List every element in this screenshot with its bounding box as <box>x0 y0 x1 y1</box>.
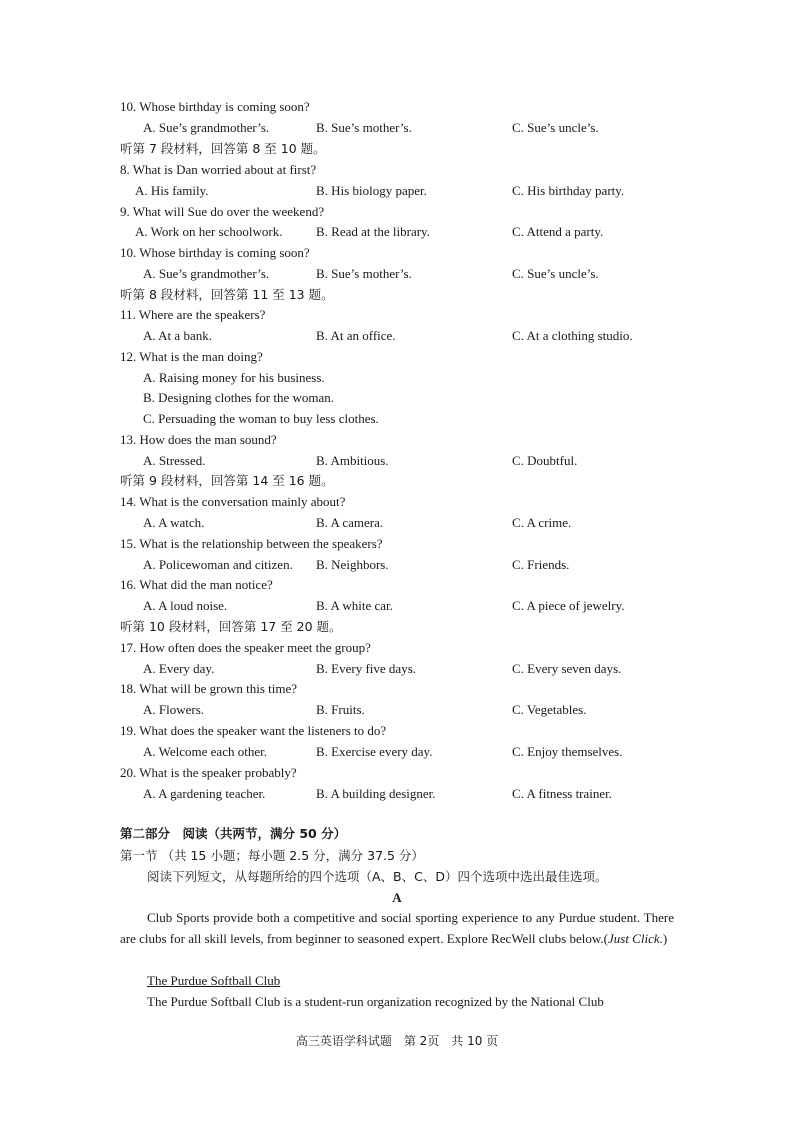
question-10-top: 10. Whose birthday is coming soon? <box>120 99 310 114</box>
question-16: 16. What did the man notice? <box>120 577 273 592</box>
option-c: C. Vegetables. <box>512 702 587 717</box>
option-c: C. Persuading the woman to buy less clothes. <box>143 411 379 426</box>
part-2-instructions: 阅读下列短文，从每题所给的四个选项（A、B、C、D）四个选项中选出最佳选项。 <box>147 869 608 884</box>
section-8-header: 听第 8 段材料，回答第 11 至 13 题。 <box>120 287 334 302</box>
passage-a-paragraph-1 <box>120 907 674 949</box>
option-c: C. Enjoy themselves. <box>512 744 623 759</box>
section-7-header: 听第 7 段材料，回答第 8 至 10 题。 <box>120 141 326 156</box>
option-a: A. At a bank. <box>143 328 212 343</box>
option-a: A. Policewoman and citizen. <box>143 557 293 572</box>
option-b: B. A camera. <box>316 515 384 530</box>
option-b: B. Designing clothes for the woman. <box>143 390 334 405</box>
option-a: A. Stressed. <box>143 453 206 468</box>
option-c: C. Attend a party. <box>512 224 604 239</box>
option-c: C. At a clothing studio. <box>512 328 633 343</box>
question-14: 14. What is the conversation mainly about? <box>120 494 346 509</box>
part-2-subtitle: 第一节 （共 15 小题；每小题 2.5 分，满分 37.5 分） <box>120 848 424 863</box>
question-11: 11. Where are the speakers? <box>120 307 266 322</box>
question-20: 20. What is the speaker probably? <box>120 765 297 780</box>
question-9: 9. What will Sue do over the weekend? <box>120 204 325 219</box>
section-10-header: 听第 10 段材料，回答第 17 至 20 题。 <box>120 619 342 634</box>
question-17: 17. How often does the speaker meet the group? <box>120 640 371 655</box>
option-b: B. Ambitious. <box>316 453 389 468</box>
question-12: 12. What is the man doing? <box>120 349 263 364</box>
option-b: B. His biology paper. <box>316 183 427 198</box>
option-c: C. Every seven days. <box>512 661 622 676</box>
question-10: 10. Whose birthday is coming soon? <box>120 245 310 260</box>
question-19: 19. What does the speaker want the listeners to do? <box>120 723 387 738</box>
option-c: C. A piece of jewelry. <box>512 598 625 613</box>
passage-a-paragraph-2: The Purdue Softball Club is a student-run organization recognized by the National Club <box>147 994 604 1009</box>
option-c: C. A crime. <box>512 515 572 530</box>
option-b: B. Exercise every day. <box>316 744 433 759</box>
option-a: A. Work on her schoolwork. <box>135 224 283 239</box>
option-b: B. Fruits. <box>316 702 365 717</box>
option-b: B. Neighbors. <box>316 557 389 572</box>
option-c: C. Friends. <box>512 557 570 572</box>
part-2-title: 第二部分 阅读（共两节，满分 50 分） <box>120 826 347 841</box>
option-b: B. A building designer. <box>316 786 436 801</box>
option-b: B. At an office. <box>316 328 396 343</box>
passage-a-label: A <box>392 890 402 905</box>
paragraph-1-end: ) <box>662 931 668 946</box>
option-c: C. Sue’s uncle’s. <box>512 266 599 281</box>
paragraph-1-text: Club Sports provide both a competitive and social sporting experience to any Purdue student. There are clubs for all skill levels, from beginner to seasoned expert. Explore RecWell clubs below.( <box>120 910 674 946</box>
option-b: B. Read at the library. <box>316 224 430 239</box>
option-b: B. Sue’s mother’s. <box>316 266 412 281</box>
option-b: B. Every five days. <box>316 661 417 676</box>
just-click-link[interactable]: Just Click. <box>607 931 663 946</box>
option-a: A. A watch. <box>143 515 205 530</box>
option-a: A. Flowers. <box>143 702 205 717</box>
option-c: C. Sue’s uncle’s. <box>512 120 599 135</box>
softball-club-heading[interactable]: The Purdue Softball Club <box>147 973 281 988</box>
option-b: B. A white car. <box>316 598 393 613</box>
question-15: 15. What is the relationship between the speakers? <box>120 536 383 551</box>
option-a: A. Sue’s grandmother’s. <box>143 266 270 281</box>
question-13: 13. How does the man sound? <box>120 432 277 447</box>
option-a: A. A loud noise. <box>143 598 228 613</box>
option-c: C. Doubtful. <box>512 453 578 468</box>
option-a: A. His family. <box>135 183 209 198</box>
option-b: B. Sue’s mother’s. <box>316 120 412 135</box>
question-18: 18. What will be grown this time? <box>120 681 298 696</box>
option-a: A. Raising money for his business. <box>143 370 325 385</box>
option-a: A. Sue’s grandmother’s. <box>143 120 270 135</box>
option-a: A. A gardening teacher. <box>143 786 266 801</box>
page-footer: 高三英语学科试题 第 2页 共 10 页 <box>295 1034 499 1048</box>
option-c: C. His birthday party. <box>512 183 625 198</box>
option-a: A. Welcome each other. <box>143 744 267 759</box>
question-8: 8. What is Dan worried about at first? <box>120 162 317 177</box>
option-a: A. Every day. <box>143 661 215 676</box>
section-9-header: 听第 9 段材料，回答第 14 至 16 题。 <box>120 473 334 488</box>
option-c: C. A fitness trainer. <box>512 786 613 801</box>
